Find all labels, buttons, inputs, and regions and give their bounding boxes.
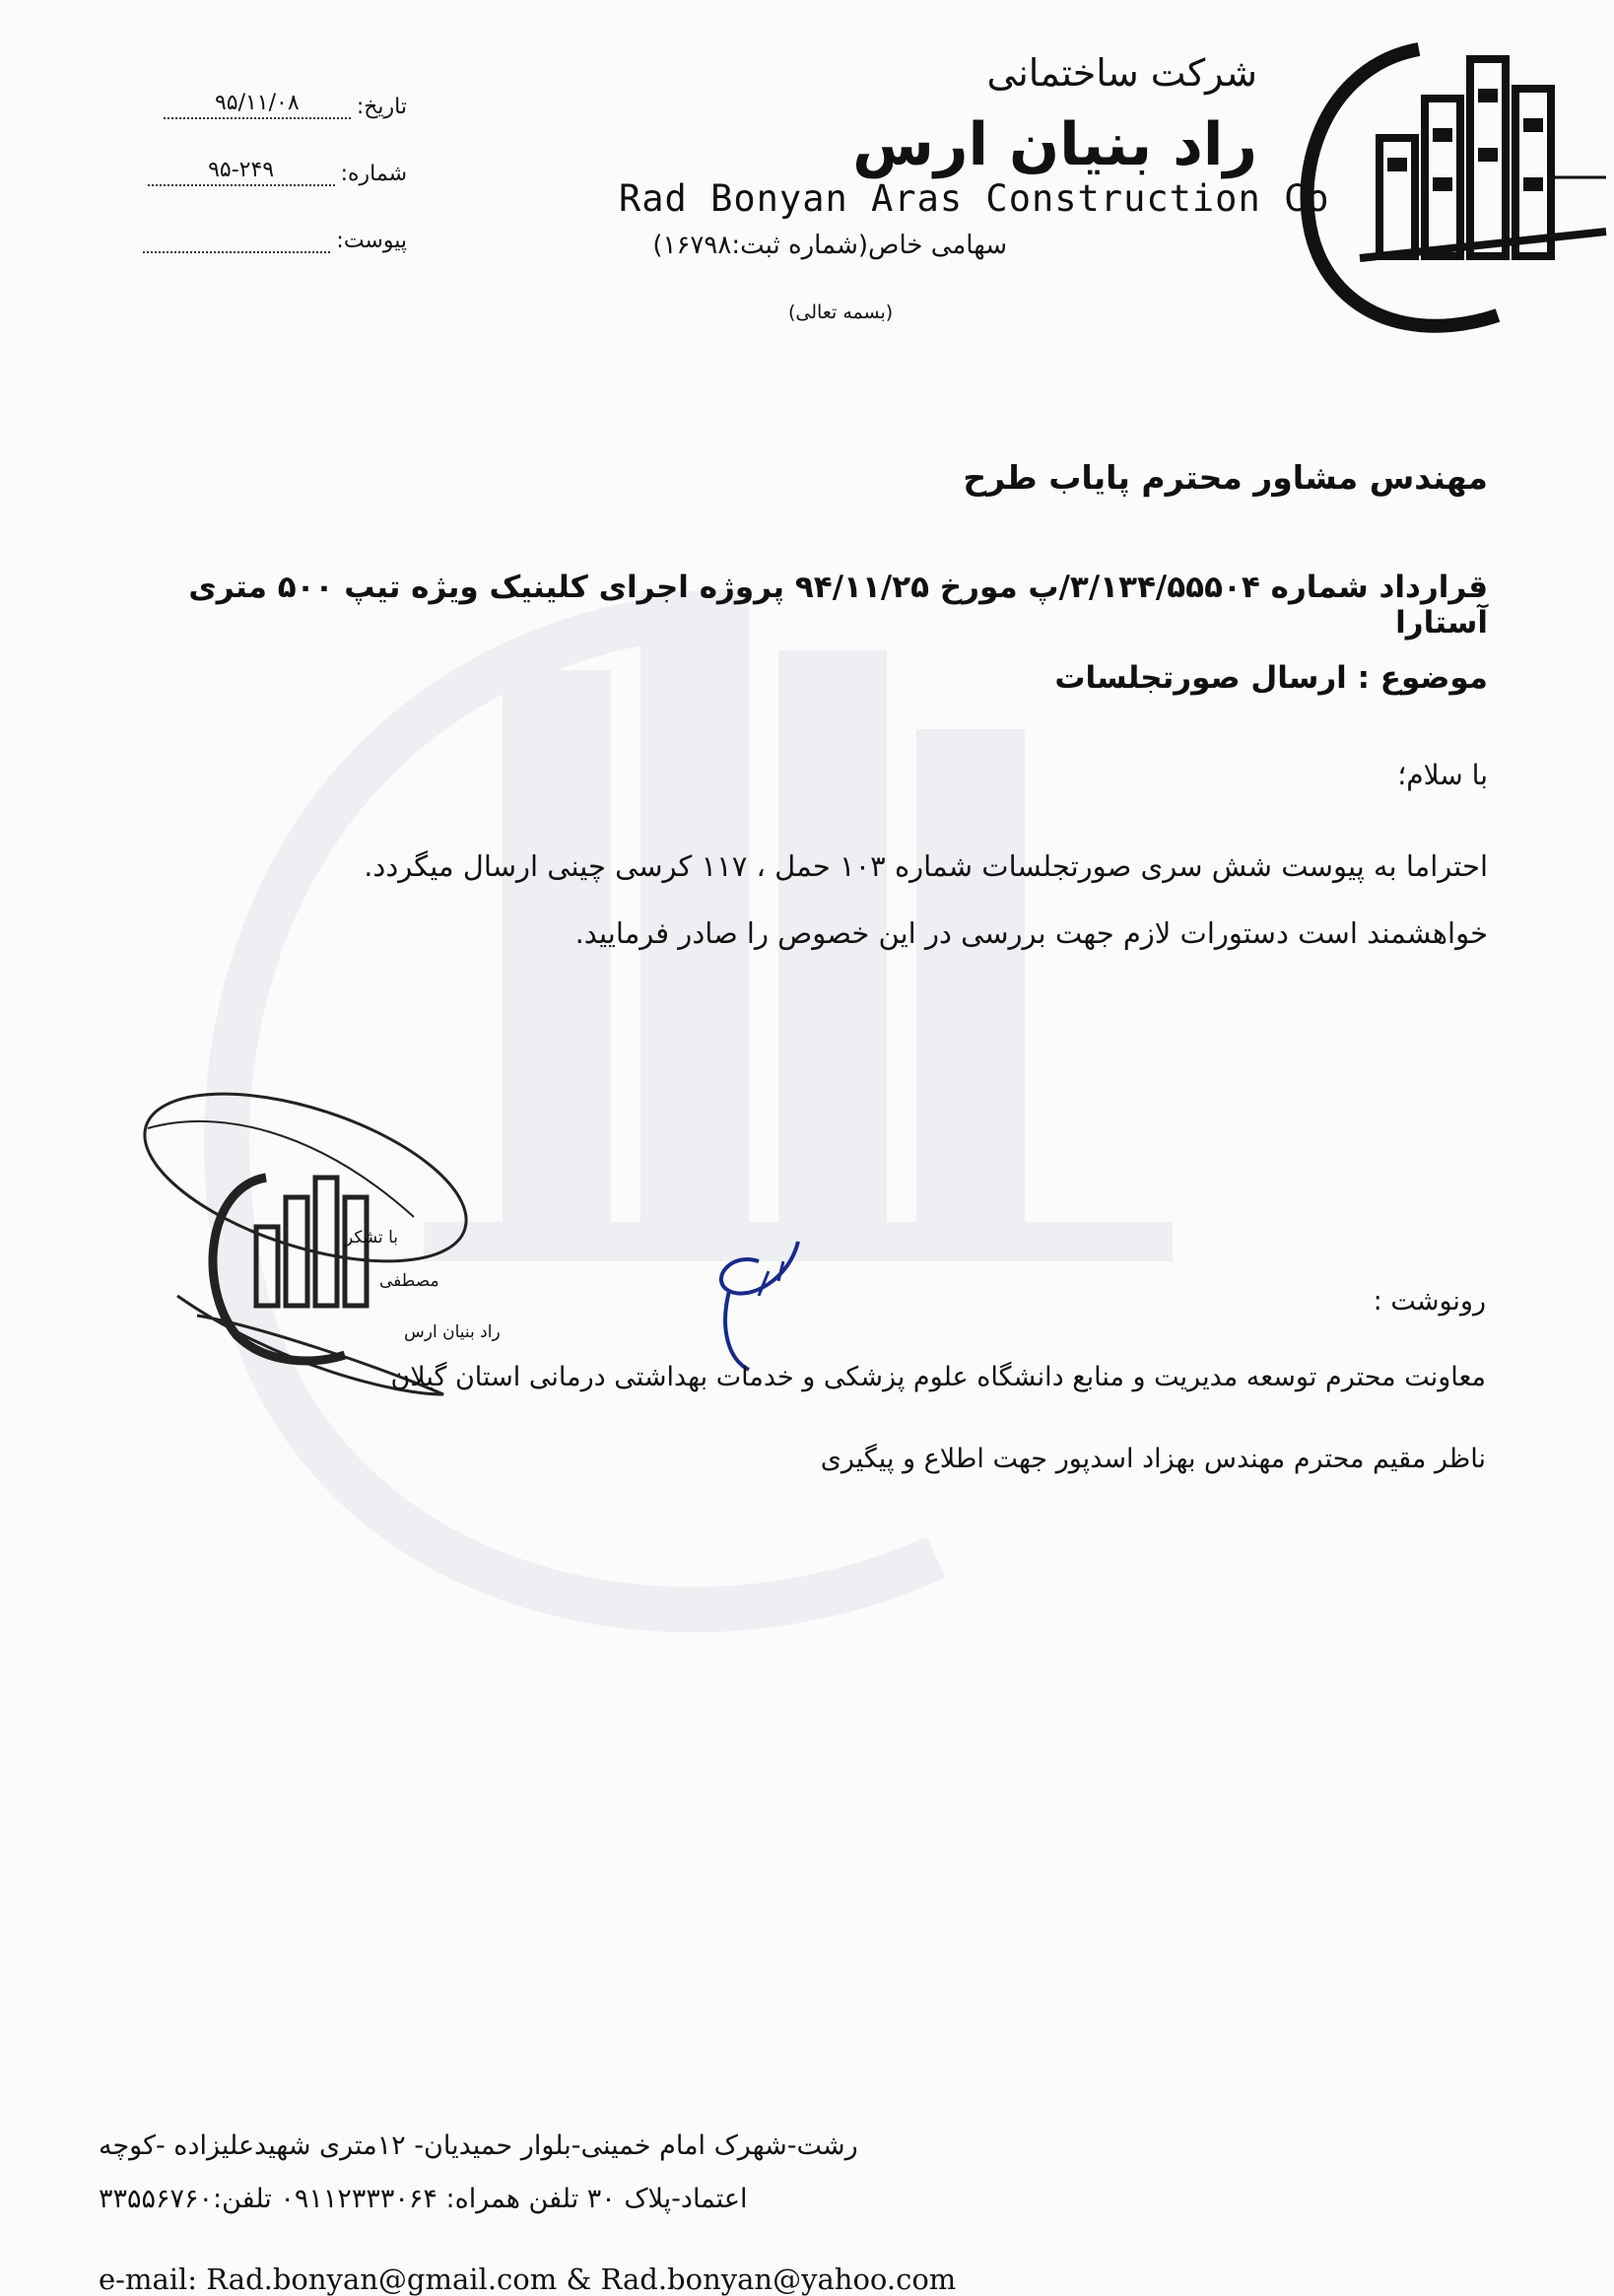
addressee: مهندس مشاور محترم پایاب طرح: [963, 458, 1488, 497]
body-paragraph-line1: احتراما به پیوست شش سری صورتجلسات شماره ۱۰۳ حمل ، ۱۱۷ کرسی چینی ارسال میگردد.: [364, 849, 1488, 883]
attachment-label: پیوست:: [336, 229, 407, 253]
stamp-text-line1: با تشکر: [345, 1228, 398, 1248]
cc-label: رونوشت :: [1373, 1286, 1486, 1317]
attachment-field: [143, 229, 407, 253]
footer-email: e-mail: Rad.bonyan@gmail.com & Rad.bonyan@yahoo.com: [99, 2262, 957, 2296]
company-name-english: Rad Bonyan Aras Construction Co: [619, 177, 1330, 220]
subject-line: موضوع : ارسال صورتجلسات: [1054, 660, 1488, 696]
cc-recipient-2: ناظر مقیم محترم مهندس بهزاد اسدپور جهت اطلاع و پیگیری: [820, 1444, 1486, 1474]
company-registration: سهامی خاص(شماره ثبت:۱۶۷۹۸): [652, 231, 1007, 260]
cc-recipient-1: معاونت محترم توسعه مدیریت و منابع دانشگاه علوم پزشکی و خدمات بهداشتی درمانی استان گیلان: [390, 1362, 1486, 1392]
number-label: شماره:: [340, 162, 407, 186]
body-paragraph-line2: خواهشمند است دستورات لازم جهت بررسی در این خصوص را صادر فرمایید.: [574, 916, 1488, 950]
company-name-line2: راد بنیان ارس: [852, 110, 1257, 179]
date-value: ۹۵/۱۱/۰۸: [164, 91, 351, 119]
contract-reference: قرارداد شماره ۳/۱۳۴/۵۵۵۰۴/پ مورخ ۹۴/۱۱/۲۵ پروژه اجرای کلینیک ویژه تیپ ۵۰۰ متری آستارا: [188, 570, 1488, 641]
greeting: با سلام؛: [1397, 759, 1488, 791]
number-value: ۹۵-۲۴۹: [148, 158, 335, 186]
stamp-text-line3: راد بنیان ارس: [404, 1322, 501, 1342]
footer-address-line2: اعتماد-پلاک ۳۰ تلفن همراه: ۰۹۱۱۲۳۳۳۰۶۴ تلفن:۳۳۵۵۶۷۶۰: [99, 2184, 748, 2214]
date-label: تاریخ:: [356, 95, 407, 119]
handwritten-signature: [690, 1222, 838, 1380]
attachment-value: [143, 249, 330, 253]
basmala: (بسمه تعالی): [788, 302, 894, 323]
stamp-text-line2: مصطفی: [379, 1271, 439, 1291]
footer-address-line1: رشت-شهرک امام خمینی-بلوار حمیدیان- ۱۲متری شهیدعلیزاده -کوچه: [99, 2130, 858, 2161]
date-field: [164, 91, 407, 119]
number-field: [148, 158, 407, 186]
company-name-line1: شرکت ساختمانی: [986, 51, 1257, 95]
